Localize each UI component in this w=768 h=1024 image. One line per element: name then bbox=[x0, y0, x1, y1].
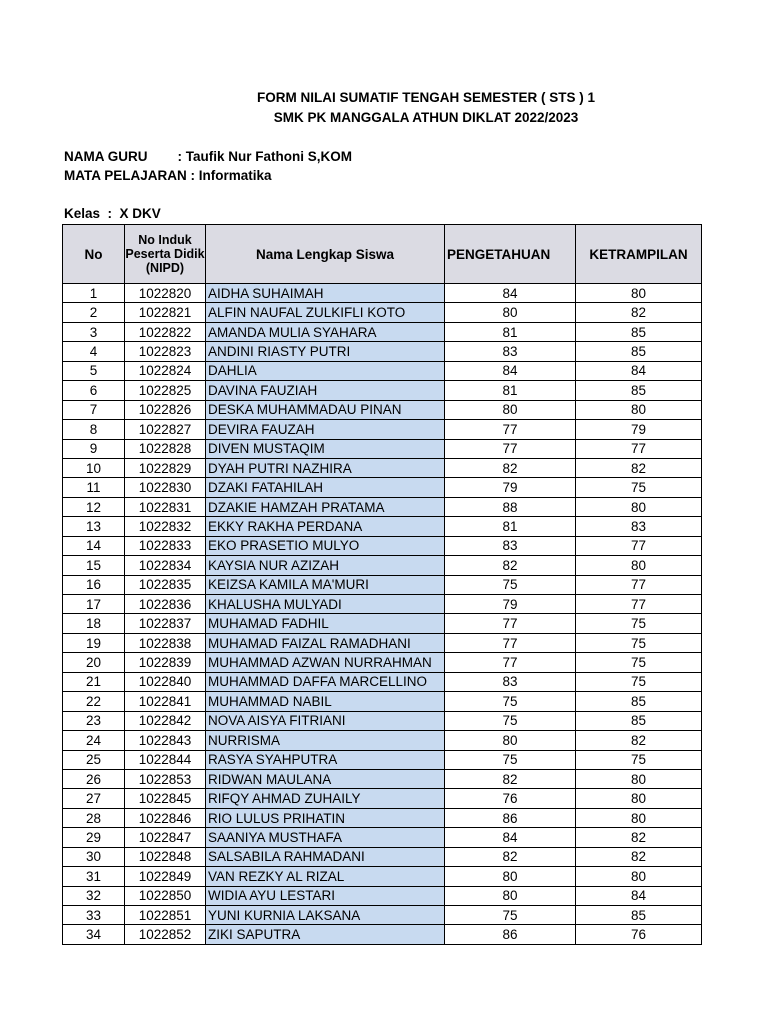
cell-pengetahuan: 77 bbox=[445, 633, 576, 652]
cell-nama: DEVIRA FAUZAH bbox=[206, 420, 445, 439]
cell-pengetahuan: 80 bbox=[445, 731, 576, 750]
cell-pengetahuan: 84 bbox=[445, 828, 576, 847]
cell-nipd: 1022827 bbox=[125, 420, 206, 439]
cell-nama: DZAKI FATAHILAH bbox=[206, 478, 445, 497]
cell-nipd: 1022840 bbox=[125, 672, 206, 691]
cell-no: 29 bbox=[63, 828, 125, 847]
cell-nama: DIVEN MUSTAQIM bbox=[206, 439, 445, 458]
table-row bbox=[63, 361, 702, 380]
cell-nama: SAANIYA MUSTHAFA bbox=[206, 828, 445, 847]
teacher-name: NAMA GURU : Taufik Nur Fathoni S,KOM bbox=[64, 149, 352, 164]
cell-pengetahuan: 75 bbox=[445, 692, 576, 711]
cell-nama: RASYA SYAHPUTRA bbox=[206, 750, 445, 769]
cell-nama: KEIZSA KAMILA MA'MURI bbox=[206, 575, 445, 594]
cell-ketrampilan: 80 bbox=[576, 769, 702, 788]
cell-no: 11 bbox=[63, 478, 125, 497]
cell-pengetahuan: 80 bbox=[445, 400, 576, 419]
cell-no: 21 bbox=[63, 672, 125, 691]
cell-nama: KHALUSHA MULYADI bbox=[206, 595, 445, 614]
cell-no: 16 bbox=[63, 575, 125, 594]
table-row bbox=[63, 595, 702, 614]
cell-ketrampilan: 77 bbox=[576, 595, 702, 614]
cell-nipd: 1022821 bbox=[125, 303, 206, 322]
cell-nama: KAYSIA NUR AZIZAH bbox=[206, 556, 445, 575]
cell-nipd: 1022853 bbox=[125, 769, 206, 788]
table-row bbox=[63, 303, 702, 322]
cell-nama: MUHAMMAD AZWAN NURRAHMAN bbox=[206, 653, 445, 672]
cell-ketrampilan: 77 bbox=[576, 439, 702, 458]
cell-nipd: 1022824 bbox=[125, 361, 206, 380]
cell-nama: DAVINA FAUZIAH bbox=[206, 381, 445, 400]
cell-no: 6 bbox=[63, 381, 125, 400]
cell-ketrampilan: 80 bbox=[576, 284, 702, 303]
cell-ketrampilan: 75 bbox=[576, 750, 702, 769]
table-row bbox=[63, 556, 702, 575]
table-header-row bbox=[63, 225, 702, 284]
cell-ketrampilan: 80 bbox=[576, 497, 702, 516]
cell-nipd: 1022825 bbox=[125, 381, 206, 400]
cell-nipd: 1022847 bbox=[125, 828, 206, 847]
cell-nama: MUHAMMAD DAFFA MARCELLINO bbox=[206, 672, 445, 691]
cell-ketrampilan: 80 bbox=[576, 867, 702, 886]
cell-ketrampilan: 80 bbox=[576, 808, 702, 827]
table-row bbox=[63, 692, 702, 711]
cell-nama: DESKA MUHAMMADAU PINAN bbox=[206, 400, 445, 419]
cell-ketrampilan: 75 bbox=[576, 653, 702, 672]
cell-nama: DYAH PUTRI NAZHIRA bbox=[206, 458, 445, 477]
cell-ketrampilan: 82 bbox=[576, 847, 702, 866]
cell-ketrampilan: 80 bbox=[576, 556, 702, 575]
cell-nama: MUHAMMAD NABIL bbox=[206, 692, 445, 711]
cell-nama: EKO PRASETIO MULYO bbox=[206, 536, 445, 555]
cell-ketrampilan: 77 bbox=[576, 575, 702, 594]
cell-nama: NURRISMA bbox=[206, 731, 445, 750]
cell-nipd: 1022832 bbox=[125, 517, 206, 536]
cell-nipd: 1022828 bbox=[125, 439, 206, 458]
cell-nama: WIDIA AYU LESTARI bbox=[206, 886, 445, 905]
cell-pengetahuan: 83 bbox=[445, 342, 576, 361]
cell-pengetahuan: 83 bbox=[445, 672, 576, 691]
cell-ketrampilan: 85 bbox=[576, 692, 702, 711]
cell-pengetahuan: 77 bbox=[445, 439, 576, 458]
cell-no: 4 bbox=[63, 342, 125, 361]
cell-no: 24 bbox=[63, 731, 125, 750]
cell-nama: ZIKI SAPUTRA bbox=[206, 925, 445, 944]
table-row bbox=[63, 808, 702, 827]
cell-nama: AMANDA MULIA SYAHARA bbox=[206, 322, 445, 341]
cell-pengetahuan: 81 bbox=[445, 381, 576, 400]
cell-pengetahuan: 81 bbox=[445, 322, 576, 341]
cell-pengetahuan: 82 bbox=[445, 769, 576, 788]
cell-pengetahuan: 77 bbox=[445, 420, 576, 439]
cell-nama: NOVA AISYA FITRIANI bbox=[206, 711, 445, 730]
cell-no: 15 bbox=[63, 556, 125, 575]
cell-no: 1 bbox=[63, 284, 125, 303]
table-row bbox=[63, 672, 702, 691]
cell-no: 19 bbox=[63, 633, 125, 652]
cell-nipd: 1022852 bbox=[125, 925, 206, 944]
header-nipd: No Induk Peserta Didik (NIPD) bbox=[125, 225, 206, 284]
cell-no: 2 bbox=[63, 303, 125, 322]
cell-nama: ANDINI RIASTY PUTRI bbox=[206, 342, 445, 361]
table-row bbox=[63, 925, 702, 944]
cell-ketrampilan: 82 bbox=[576, 458, 702, 477]
table-row bbox=[63, 497, 702, 516]
cell-nama: YUNI KURNIA LAKSANA bbox=[206, 906, 445, 925]
cell-nipd: 1022851 bbox=[125, 906, 206, 925]
cell-ketrampilan: 82 bbox=[576, 828, 702, 847]
cell-nama: MUHAMAD FADHIL bbox=[206, 614, 445, 633]
cell-no: 17 bbox=[63, 595, 125, 614]
cell-nama: VAN REZKY AL RIZAL bbox=[206, 867, 445, 886]
cell-pengetahuan: 77 bbox=[445, 614, 576, 633]
cell-nipd: 1022831 bbox=[125, 497, 206, 516]
cell-nipd: 1022823 bbox=[125, 342, 206, 361]
table-row bbox=[63, 847, 702, 866]
cell-no: 30 bbox=[63, 847, 125, 866]
cell-pengetahuan: 80 bbox=[445, 886, 576, 905]
cell-nipd: 1022820 bbox=[125, 284, 206, 303]
cell-no: 32 bbox=[63, 886, 125, 905]
cell-no: 34 bbox=[63, 925, 125, 944]
cell-nipd: 1022850 bbox=[125, 886, 206, 905]
cell-nama: RIFQY AHMAD ZUHAILY bbox=[206, 789, 445, 808]
cell-nama: MUHAMAD FAIZAL RAMADHANI bbox=[206, 633, 445, 652]
cell-no: 13 bbox=[63, 517, 125, 536]
cell-no: 3 bbox=[63, 322, 125, 341]
cell-nama: RIO LULUS PRIHATIN bbox=[206, 808, 445, 827]
cell-ketrampilan: 75 bbox=[576, 478, 702, 497]
cell-no: 20 bbox=[63, 653, 125, 672]
cell-no: 22 bbox=[63, 692, 125, 711]
cell-no: 7 bbox=[63, 400, 125, 419]
header-no: No bbox=[63, 225, 125, 284]
table-row bbox=[63, 731, 702, 750]
cell-nipd: 1022839 bbox=[125, 653, 206, 672]
cell-no: 28 bbox=[63, 808, 125, 827]
cell-nipd: 1022836 bbox=[125, 595, 206, 614]
cell-no: 23 bbox=[63, 711, 125, 730]
cell-no: 18 bbox=[63, 614, 125, 633]
table-row bbox=[63, 867, 702, 886]
cell-no: 8 bbox=[63, 420, 125, 439]
table-row bbox=[63, 633, 702, 652]
cell-ketrampilan: 85 bbox=[576, 342, 702, 361]
cell-nama: SALSABILA RAHMADANI bbox=[206, 847, 445, 866]
school-title: SMK PK MANGGALA ATHUN DIKLAT 2022/2023 bbox=[273, 110, 579, 125]
cell-nipd: 1022835 bbox=[125, 575, 206, 594]
cell-pengetahuan: 75 bbox=[445, 711, 576, 730]
cell-pengetahuan: 76 bbox=[445, 789, 576, 808]
cell-ketrampilan: 85 bbox=[576, 711, 702, 730]
table-row bbox=[63, 342, 702, 361]
subject-name: MATA PELAJARAN : Informatika bbox=[64, 168, 272, 183]
cell-nipd: 1022842 bbox=[125, 711, 206, 730]
cell-ketrampilan: 76 bbox=[576, 925, 702, 944]
cell-nipd: 1022849 bbox=[125, 867, 206, 886]
cell-no: 10 bbox=[63, 458, 125, 477]
cell-nama: DZAKIE HAMZAH PRATAMA bbox=[206, 497, 445, 516]
cell-ketrampilan: 75 bbox=[576, 633, 702, 652]
table-row bbox=[63, 789, 702, 808]
cell-no: 26 bbox=[63, 769, 125, 788]
cell-pengetahuan: 82 bbox=[445, 458, 576, 477]
table-row bbox=[63, 906, 702, 925]
cell-pengetahuan: 81 bbox=[445, 517, 576, 536]
cell-nipd: 1022829 bbox=[125, 458, 206, 477]
table-row bbox=[63, 769, 702, 788]
cell-pengetahuan: 84 bbox=[445, 284, 576, 303]
cell-nama: EKKY RAKHA PERDANA bbox=[206, 517, 445, 536]
cell-nipd: 1022848 bbox=[125, 847, 206, 866]
header-ketrampilan: KETRAMPILAN bbox=[576, 225, 702, 284]
cell-no: 27 bbox=[63, 789, 125, 808]
cell-pengetahuan: 80 bbox=[445, 867, 576, 886]
table-row bbox=[63, 420, 702, 439]
cell-nipd: 1022843 bbox=[125, 731, 206, 750]
cell-ketrampilan: 82 bbox=[576, 731, 702, 750]
cell-pengetahuan: 75 bbox=[445, 750, 576, 769]
cell-nipd: 1022830 bbox=[125, 478, 206, 497]
cell-pengetahuan: 75 bbox=[445, 575, 576, 594]
cell-nama: ALFIN NAUFAL ZULKIFLI KOTO bbox=[206, 303, 445, 322]
cell-nama: DAHLIA bbox=[206, 361, 445, 380]
cell-no: 31 bbox=[63, 867, 125, 886]
form-title: FORM NILAI SUMATIF TENGAH SEMESTER ( STS ) 1 bbox=[256, 90, 595, 105]
cell-ketrampilan: 83 bbox=[576, 517, 702, 536]
cell-ketrampilan: 77 bbox=[576, 536, 702, 555]
table-row bbox=[63, 381, 702, 400]
class-name: Kelas : X DKV bbox=[64, 206, 161, 221]
cell-ketrampilan: 85 bbox=[576, 906, 702, 925]
cell-pengetahuan: 86 bbox=[445, 925, 576, 944]
cell-nipd: 1022826 bbox=[125, 400, 206, 419]
cell-no: 14 bbox=[63, 536, 125, 555]
table-row bbox=[63, 400, 702, 419]
table-row bbox=[63, 653, 702, 672]
cell-ketrampilan: 82 bbox=[576, 303, 702, 322]
grades-table bbox=[62, 224, 702, 945]
table-row bbox=[63, 284, 702, 303]
cell-pengetahuan: 80 bbox=[445, 303, 576, 322]
cell-ketrampilan: 84 bbox=[576, 886, 702, 905]
cell-nama: RIDWAN MAULANA bbox=[206, 769, 445, 788]
cell-ketrampilan: 75 bbox=[576, 672, 702, 691]
table-row bbox=[63, 711, 702, 730]
table-row bbox=[63, 322, 702, 341]
cell-ketrampilan: 84 bbox=[576, 361, 702, 380]
cell-pengetahuan: 86 bbox=[445, 808, 576, 827]
table-row bbox=[63, 575, 702, 594]
cell-pengetahuan: 83 bbox=[445, 536, 576, 555]
cell-pengetahuan: 77 bbox=[445, 653, 576, 672]
cell-pengetahuan: 79 bbox=[445, 595, 576, 614]
cell-nipd: 1022844 bbox=[125, 750, 206, 769]
header-nama: Nama Lengkap Siswa bbox=[206, 225, 445, 284]
header-pengetahuan: PENGETAHUAN bbox=[445, 225, 576, 284]
cell-nipd: 1022841 bbox=[125, 692, 206, 711]
cell-ketrampilan: 80 bbox=[576, 400, 702, 419]
cell-no: 25 bbox=[63, 750, 125, 769]
cell-nipd: 1022838 bbox=[125, 633, 206, 652]
cell-nipd: 1022837 bbox=[125, 614, 206, 633]
cell-nipd: 1022845 bbox=[125, 789, 206, 808]
cell-no: 33 bbox=[63, 906, 125, 925]
cell-ketrampilan: 85 bbox=[576, 381, 702, 400]
table-row bbox=[63, 536, 702, 555]
cell-pengetahuan: 82 bbox=[445, 847, 576, 866]
cell-pengetahuan: 79 bbox=[445, 478, 576, 497]
cell-no: 12 bbox=[63, 497, 125, 516]
cell-nama: AIDHA SUHAIMAH bbox=[206, 284, 445, 303]
table-row bbox=[63, 886, 702, 905]
table-row bbox=[63, 614, 702, 633]
cell-nipd: 1022833 bbox=[125, 536, 206, 555]
cell-ketrampilan: 85 bbox=[576, 322, 702, 341]
cell-nipd: 1022846 bbox=[125, 808, 206, 827]
cell-no: 5 bbox=[63, 361, 125, 380]
cell-ketrampilan: 75 bbox=[576, 614, 702, 633]
table-row bbox=[63, 458, 702, 477]
cell-nipd: 1022834 bbox=[125, 556, 206, 575]
table-row bbox=[63, 750, 702, 769]
cell-ketrampilan: 79 bbox=[576, 420, 702, 439]
table-row bbox=[63, 828, 702, 847]
cell-ketrampilan: 80 bbox=[576, 789, 702, 808]
cell-pengetahuan: 84 bbox=[445, 361, 576, 380]
cell-pengetahuan: 75 bbox=[445, 906, 576, 925]
table-row bbox=[63, 517, 702, 536]
cell-no: 9 bbox=[63, 439, 125, 458]
table-row bbox=[63, 478, 702, 497]
cell-pengetahuan: 82 bbox=[445, 556, 576, 575]
table-row bbox=[63, 439, 702, 458]
cell-pengetahuan: 88 bbox=[445, 497, 576, 516]
cell-nipd: 1022822 bbox=[125, 322, 206, 341]
